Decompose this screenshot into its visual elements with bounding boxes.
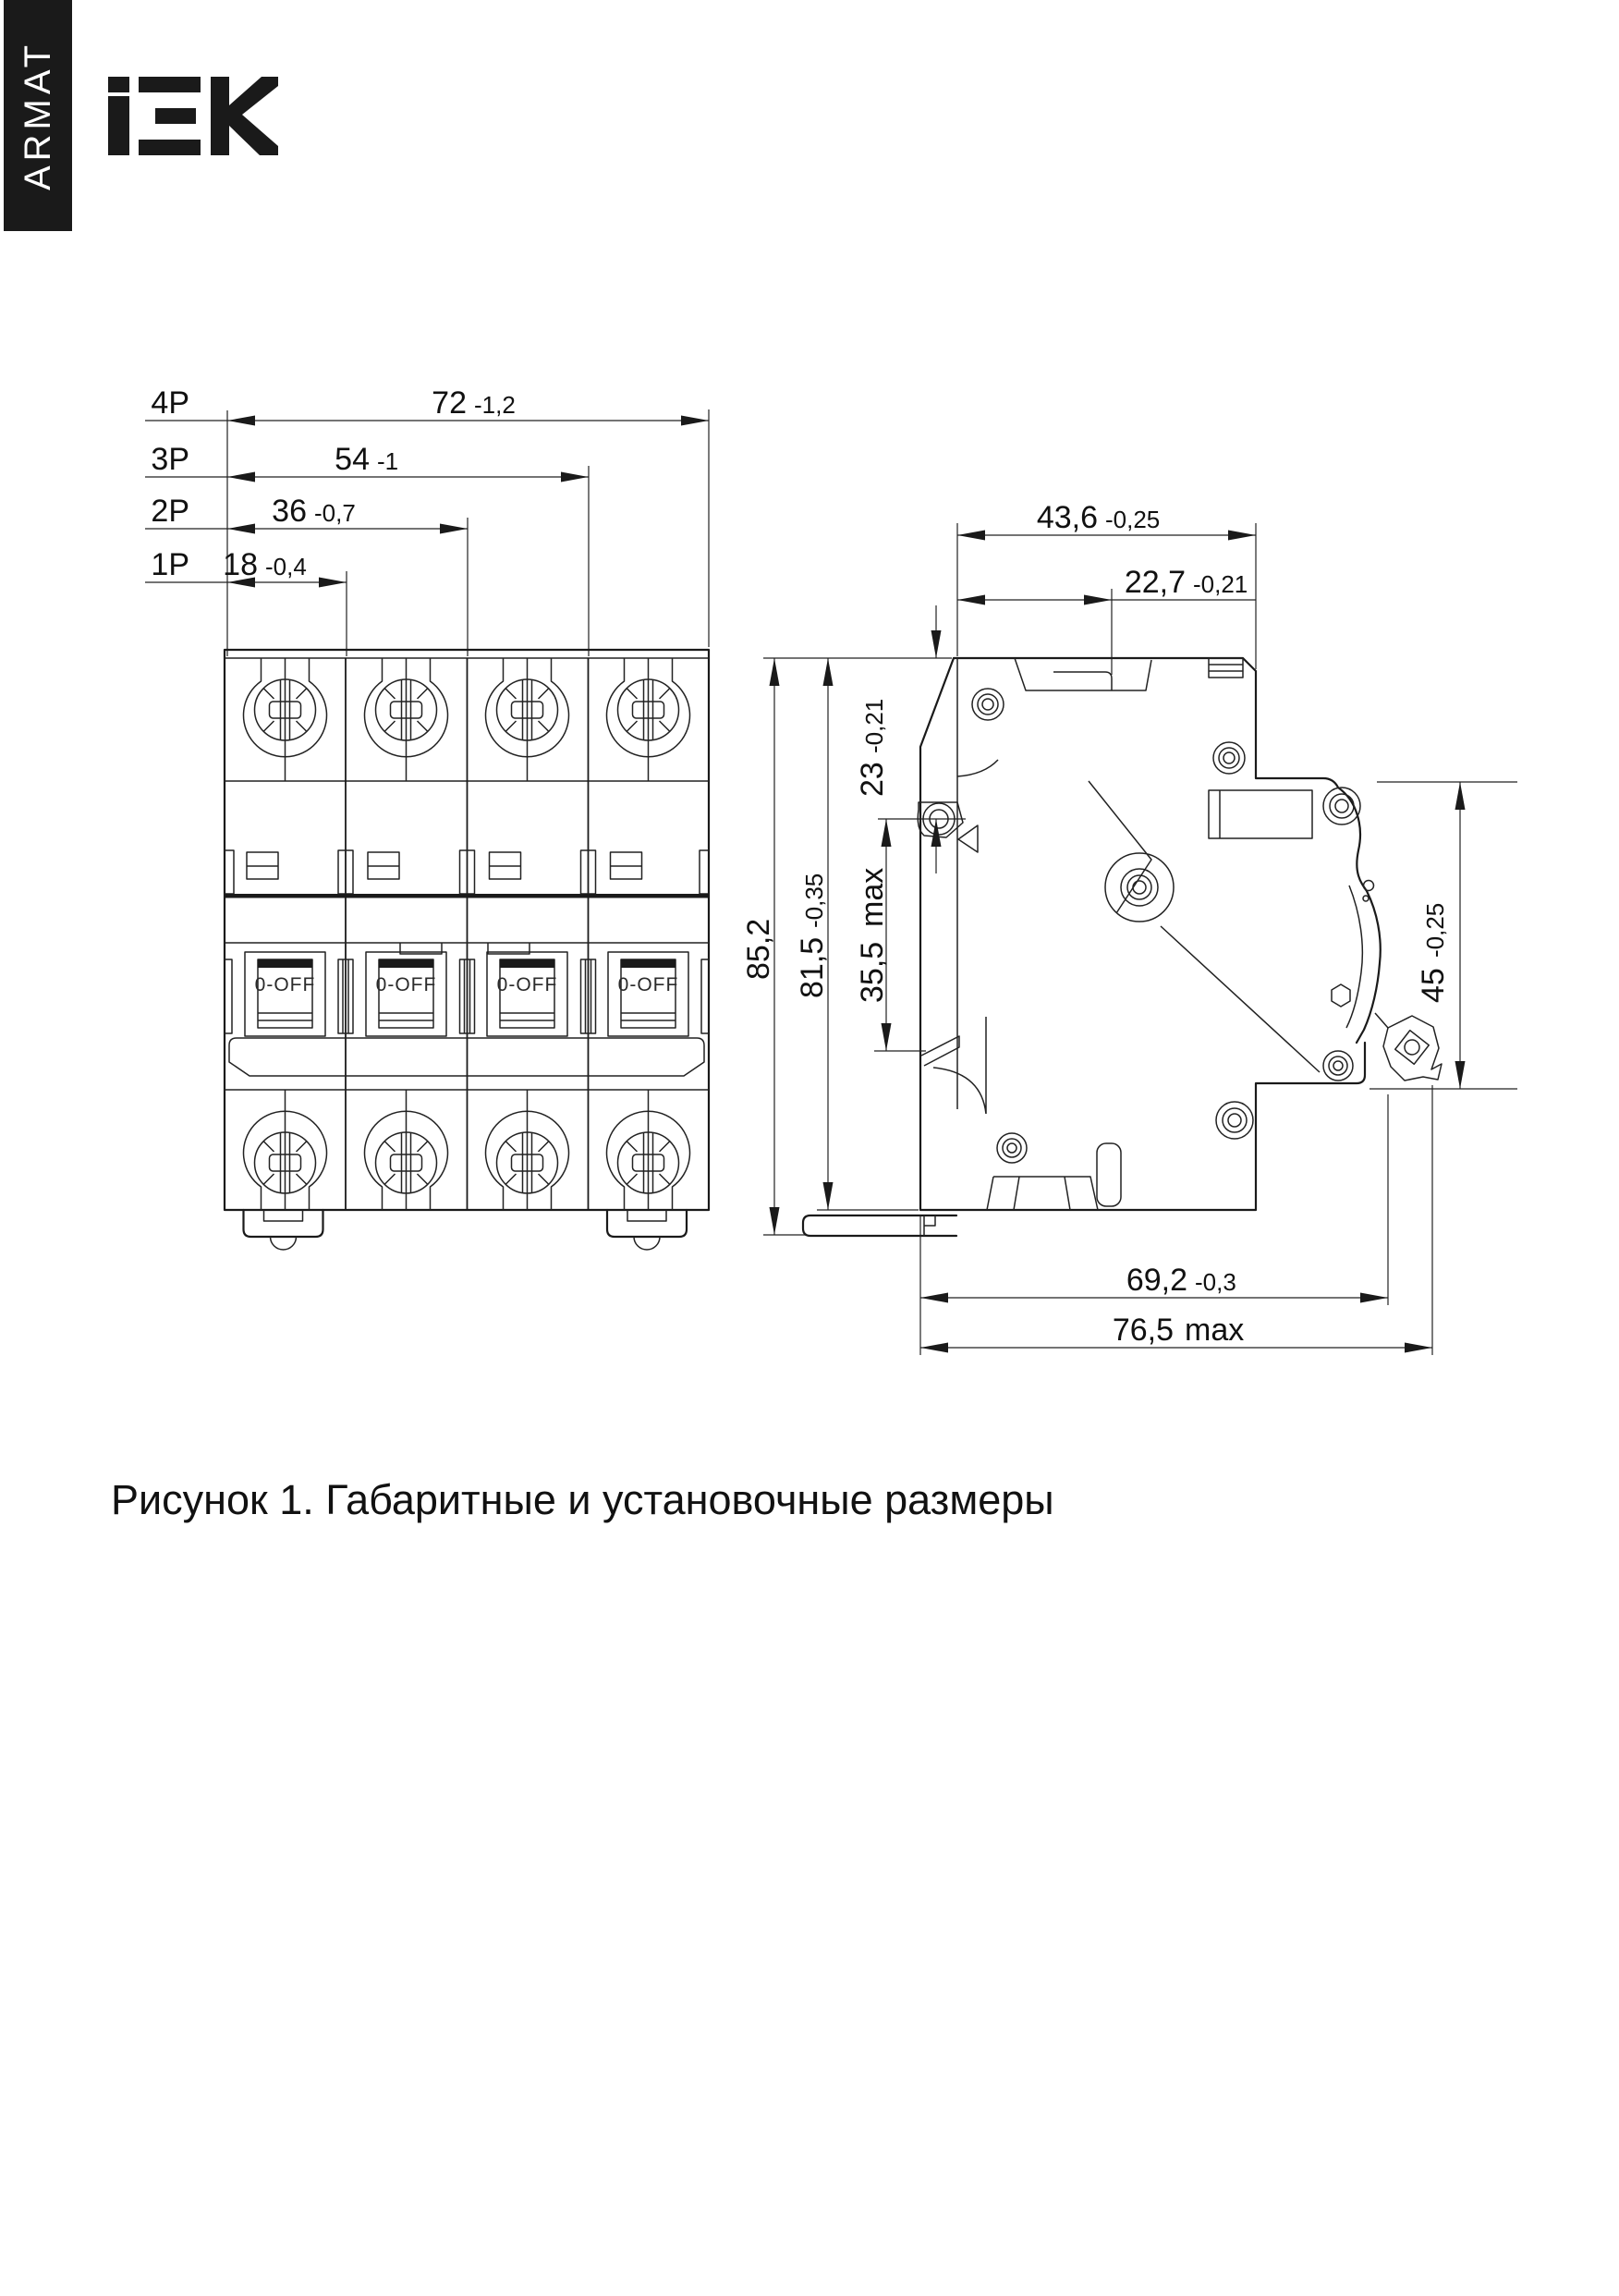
iek-logo — [108, 77, 278, 155]
toggle-label: 0-OFF — [375, 974, 437, 995]
brand-sidebar — [4, 0, 72, 231]
dim-value: 81,5 — [795, 936, 830, 998]
side-body — [803, 658, 1442, 1236]
dim-tolerance: -0,25 — [1421, 902, 1449, 958]
dim-value: 72 — [432, 385, 467, 421]
dim-tolerance: -0,35 — [800, 873, 828, 928]
terminal-flag — [1375, 1013, 1442, 1081]
figure-caption: Рисунок 1. Габаритные и установочные размеры — [111, 1476, 1054, 1523]
dim-suffix: max — [1185, 1313, 1245, 1348]
dim-tolerance: -0,25 — [1105, 506, 1161, 533]
front-body — [225, 650, 709, 1250]
dim-tolerance: -1 — [377, 447, 399, 475]
pole-label: 1P — [151, 547, 189, 582]
dim-value: 43,6 — [1036, 500, 1098, 535]
dim-value: 36 — [272, 494, 307, 529]
pole-label: 3P — [151, 442, 189, 477]
front-dimensions — [145, 385, 709, 656]
side-dimensions — [741, 500, 1517, 1355]
dim-tolerance: -0,7 — [314, 499, 356, 527]
dim-1p-18 — [145, 547, 347, 588]
dim-front-45 — [1369, 782, 1517, 1089]
dim-tolerance: -0,3 — [1195, 1268, 1236, 1296]
dim-value: 54 — [335, 442, 370, 477]
front-view — [145, 385, 709, 1250]
dim-value: 45 — [1416, 968, 1451, 1003]
dim-value: 23 — [855, 762, 890, 797]
pole-label: 4P — [151, 385, 189, 421]
brand-vertical-text: ARMAT — [18, 40, 58, 191]
dim-value: 85,2 — [741, 918, 776, 980]
dim-clip-23 — [855, 605, 966, 873]
dim-3p-54 — [145, 442, 589, 482]
dim-value: 76,5 — [1112, 1313, 1174, 1348]
dim-tolerance: -0,21 — [860, 698, 888, 753]
dim-clip-travel-35-5 — [855, 819, 926, 1051]
dim-value: 69,2 — [1126, 1263, 1187, 1298]
dim-tolerance: -1,2 — [474, 391, 516, 419]
dim-depth-max-76-5 — [920, 1085, 1432, 1355]
dim-2p-36 — [145, 494, 468, 534]
toggle-label: 0-OFF — [254, 974, 316, 995]
dim-value: 35,5 — [855, 941, 890, 1003]
dim-tolerance: -0,4 — [265, 553, 307, 580]
toggle-label: 0-OFF — [496, 974, 558, 995]
side-view — [741, 500, 1517, 1355]
dim-body-81-5 — [795, 658, 919, 1210]
dim-suffix: max — [855, 867, 890, 927]
dim-value: 18 — [223, 547, 258, 582]
dim-4p-72 — [145, 385, 709, 426]
dim-tolerance: -0,21 — [1193, 570, 1248, 598]
pole-label: 2P — [151, 494, 189, 529]
dim-value: 22,7 — [1124, 565, 1186, 600]
toggle-label: 0-OFF — [617, 974, 679, 995]
